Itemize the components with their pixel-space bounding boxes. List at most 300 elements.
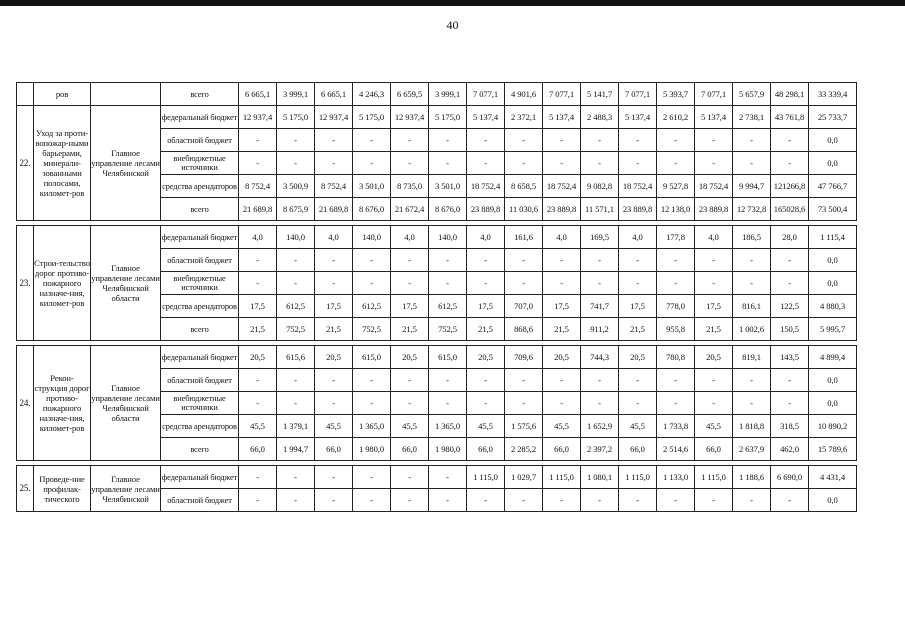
value-cell: 6 690,0: [771, 466, 809, 489]
value-cell: 45,5: [239, 415, 277, 438]
value-cell: -: [315, 129, 353, 152]
value-cell: 20,5: [467, 346, 505, 369]
value-cell: 9 994,7: [733, 175, 771, 198]
value-cell: 1 133,0: [657, 466, 695, 489]
funding-source: федеральный бюджет: [161, 106, 239, 129]
value-cell: -: [581, 152, 619, 175]
funding-source: всего: [161, 318, 239, 341]
value-cell: -: [581, 272, 619, 295]
value-cell: -: [315, 249, 353, 272]
value-cell: 4,0: [239, 226, 277, 249]
value-cell: -: [771, 249, 809, 272]
value-cell: -: [657, 249, 695, 272]
value-cell: -: [391, 489, 429, 512]
funding-source: внебюджетные источники: [161, 392, 239, 415]
value-cell: 17,5: [467, 295, 505, 318]
value-cell: 21,5: [315, 318, 353, 341]
value-cell: 8 658,5: [505, 175, 543, 198]
table-row: [17, 466, 857, 489]
value-cell: 21,5: [467, 318, 505, 341]
value-cell: 66,0: [467, 438, 505, 461]
value-cell: -: [429, 489, 467, 512]
value-cell: 0,0: [809, 272, 857, 295]
value-cell: 4 246,3: [353, 83, 391, 106]
value-cell: 21,5: [239, 318, 277, 341]
value-cell: 4,0: [543, 226, 581, 249]
value-cell: 17,5: [239, 295, 277, 318]
funding-source: всего: [161, 198, 239, 221]
value-cell: -: [391, 272, 429, 295]
value-cell: 1 379,1: [277, 415, 315, 438]
value-cell: 5 137,4: [619, 106, 657, 129]
value-cell: 28,0: [771, 226, 809, 249]
value-cell: 8 676,0: [353, 198, 391, 221]
row-number: 23.: [17, 226, 34, 341]
value-cell: 45,5: [619, 415, 657, 438]
value-cell: 8 676,0: [429, 198, 467, 221]
value-cell: 2 372,1: [505, 106, 543, 129]
value-cell: 12 937,4: [391, 106, 429, 129]
value-cell: 18 752,4: [543, 175, 581, 198]
value-cell: -: [505, 272, 543, 295]
value-cell: -: [429, 466, 467, 489]
value-cell: -: [581, 489, 619, 512]
value-cell: 11 030,6: [505, 198, 543, 221]
top-border: [0, 0, 905, 6]
value-cell: 143,5: [771, 346, 809, 369]
value-cell: 741,7: [581, 295, 619, 318]
value-cell: -: [657, 489, 695, 512]
value-cell: -: [543, 272, 581, 295]
value-cell: -: [543, 392, 581, 415]
value-cell: -: [239, 392, 277, 415]
value-cell: 66,0: [391, 438, 429, 461]
value-cell: 911,2: [581, 318, 619, 341]
value-cell: 612,5: [429, 295, 467, 318]
value-cell: 17,5: [619, 295, 657, 318]
value-cell: -: [429, 369, 467, 392]
value-cell: 4,0: [619, 226, 657, 249]
funding-source: федеральный бюджет: [161, 226, 239, 249]
value-cell: -: [467, 272, 505, 295]
value-cell: 6 665,1: [239, 83, 277, 106]
value-cell: 4,0: [391, 226, 429, 249]
value-cell: -: [619, 489, 657, 512]
value-cell: 122,5: [771, 295, 809, 318]
value-cell: 1 365,0: [353, 415, 391, 438]
value-cell: 709,6: [505, 346, 543, 369]
funding-source: областной бюджет: [161, 489, 239, 512]
value-cell: 1 980,0: [429, 438, 467, 461]
value-cell: -: [619, 272, 657, 295]
value-cell: -: [657, 129, 695, 152]
value-cell: 7 077,1: [543, 83, 581, 106]
value-cell: 20,5: [315, 346, 353, 369]
value-cell: 11 571,1: [581, 198, 619, 221]
funding-source: всего: [161, 83, 239, 106]
value-cell: 0,0: [809, 392, 857, 415]
funding-source: федеральный бюджет: [161, 466, 239, 489]
value-cell: 25 733,7: [809, 106, 857, 129]
value-cell: -: [581, 369, 619, 392]
value-cell: -: [353, 272, 391, 295]
value-cell: -: [619, 392, 657, 415]
value-cell: -: [581, 129, 619, 152]
value-cell: 165028,6: [771, 198, 809, 221]
value-cell: 47 766,7: [809, 175, 857, 198]
value-cell: -: [467, 392, 505, 415]
value-cell: 8 735,0: [391, 175, 429, 198]
funding-source: средства арендаторов: [161, 415, 239, 438]
value-cell: 23 889,8: [619, 198, 657, 221]
value-cell: -: [277, 392, 315, 415]
value-cell: -: [391, 129, 429, 152]
value-cell: 23 889,8: [467, 198, 505, 221]
value-cell: -: [353, 489, 391, 512]
value-cell: 169,5: [581, 226, 619, 249]
value-cell: 3 501,0: [429, 175, 467, 198]
value-cell: -: [733, 369, 771, 392]
value-cell: -: [771, 392, 809, 415]
value-cell: -: [505, 489, 543, 512]
value-cell: 5 137,4: [695, 106, 733, 129]
value-cell: 66,0: [239, 438, 277, 461]
value-cell: 161,6: [505, 226, 543, 249]
value-cell: -: [353, 249, 391, 272]
value-cell: -: [581, 392, 619, 415]
value-cell: -: [467, 129, 505, 152]
value-cell: 17,5: [695, 295, 733, 318]
funding-source: всего: [161, 438, 239, 461]
value-cell: 73 500,4: [809, 198, 857, 221]
value-cell: 5 175,0: [277, 106, 315, 129]
value-cell: -: [543, 369, 581, 392]
value-cell: 5 141,7: [581, 83, 619, 106]
value-cell: 816,1: [733, 295, 771, 318]
funding-source: областной бюджет: [161, 369, 239, 392]
value-cell: 10 890,2: [809, 415, 857, 438]
value-cell: 1 188,6: [733, 466, 771, 489]
table-row: [17, 83, 857, 106]
value-cell: 4,0: [695, 226, 733, 249]
value-cell: 5 393,7: [657, 83, 695, 106]
value-cell: 4 901,6: [505, 83, 543, 106]
value-cell: 2 397,2: [581, 438, 619, 461]
value-cell: 21 672,4: [391, 198, 429, 221]
value-cell: -: [429, 249, 467, 272]
value-cell: 18 752,4: [695, 175, 733, 198]
value-cell: -: [239, 152, 277, 175]
value-cell: 45,5: [543, 415, 581, 438]
value-cell: -: [391, 466, 429, 489]
value-cell: 4,0: [315, 226, 353, 249]
value-cell: 45,5: [391, 415, 429, 438]
value-cell: 7 077,1: [619, 83, 657, 106]
value-cell: -: [733, 272, 771, 295]
row-number: [17, 83, 34, 106]
value-cell: 3 999,1: [429, 83, 467, 106]
value-cell: 612,5: [277, 295, 315, 318]
value-cell: 6 659,5: [391, 83, 429, 106]
value-cell: -: [315, 392, 353, 415]
responsible-executor: Главное управление лесами Челябинской: [91, 466, 161, 512]
value-cell: 66,0: [315, 438, 353, 461]
value-cell: -: [391, 249, 429, 272]
value-cell: -: [315, 152, 353, 175]
value-cell: 20,5: [391, 346, 429, 369]
value-cell: 20,5: [619, 346, 657, 369]
value-cell: 8 675,9: [277, 198, 315, 221]
value-cell: 707,0: [505, 295, 543, 318]
value-cell: 1 980,0: [353, 438, 391, 461]
value-cell: -: [239, 466, 277, 489]
value-cell: -: [315, 489, 353, 512]
value-cell: -: [505, 152, 543, 175]
value-cell: 1 994,7: [277, 438, 315, 461]
value-cell: 48 298,1: [771, 83, 809, 106]
value-cell: 752,5: [277, 318, 315, 341]
value-cell: 4 899,4: [809, 346, 857, 369]
value-cell: 462,0: [771, 438, 809, 461]
value-cell: 23 889,8: [695, 198, 733, 221]
value-cell: 43 761,8: [771, 106, 809, 129]
value-cell: 778,0: [657, 295, 695, 318]
value-cell: 15 789,6: [809, 438, 857, 461]
funding-source: областной бюджет: [161, 129, 239, 152]
value-cell: 780,8: [657, 346, 695, 369]
value-cell: 17,5: [543, 295, 581, 318]
value-cell: -: [543, 249, 581, 272]
value-cell: 66,0: [619, 438, 657, 461]
funding-source: средства арендаторов: [161, 295, 239, 318]
value-cell: -: [695, 129, 733, 152]
value-cell: -: [429, 392, 467, 415]
value-cell: -: [619, 249, 657, 272]
value-cell: 3 501,0: [353, 175, 391, 198]
responsible-executor: [91, 83, 161, 106]
value-cell: 615,0: [353, 346, 391, 369]
value-cell: 4 431,4: [809, 466, 857, 489]
value-cell: -: [467, 489, 505, 512]
value-cell: -: [239, 369, 277, 392]
value-cell: 12 937,4: [239, 106, 277, 129]
value-cell: -: [695, 489, 733, 512]
value-cell: -: [429, 129, 467, 152]
value-cell: -: [581, 249, 619, 272]
value-cell: 6 665,1: [315, 83, 353, 106]
value-cell: 868,6: [505, 318, 543, 341]
value-cell: 5 995,7: [809, 318, 857, 341]
value-cell: -: [505, 129, 543, 152]
value-cell: 21,5: [543, 318, 581, 341]
value-cell: -: [277, 129, 315, 152]
value-cell: 12 138,0: [657, 198, 695, 221]
table-row: [17, 106, 857, 129]
responsible-executor: Главное управление лесами Челябинской области: [91, 226, 161, 341]
value-cell: 5 175,0: [353, 106, 391, 129]
value-cell: -: [733, 152, 771, 175]
table-row: [17, 346, 857, 369]
value-cell: 7 077,1: [695, 83, 733, 106]
value-cell: 4 880,3: [809, 295, 857, 318]
value-cell: 45,5: [695, 415, 733, 438]
value-cell: 140,0: [429, 226, 467, 249]
value-cell: -: [695, 272, 733, 295]
value-cell: -: [277, 272, 315, 295]
funding-source: внебюджетные источники: [161, 272, 239, 295]
value-cell: -: [657, 152, 695, 175]
value-cell: -: [353, 466, 391, 489]
value-cell: 140,0: [277, 226, 315, 249]
value-cell: -: [543, 152, 581, 175]
row-number: 22.: [17, 106, 34, 221]
value-cell: 2 610,2: [657, 106, 695, 129]
value-cell: -: [733, 249, 771, 272]
value-cell: 150,5: [771, 318, 809, 341]
page-number: 40: [446, 18, 459, 32]
value-cell: -: [543, 129, 581, 152]
value-cell: 21,5: [619, 318, 657, 341]
value-cell: -: [277, 489, 315, 512]
value-cell: -: [695, 152, 733, 175]
value-cell: -: [239, 272, 277, 295]
value-cell: -: [619, 152, 657, 175]
value-cell: 2 285,2: [505, 438, 543, 461]
value-cell: 9 082,8: [581, 175, 619, 198]
value-cell: 612,5: [353, 295, 391, 318]
value-cell: 21,5: [695, 318, 733, 341]
value-cell: -: [277, 369, 315, 392]
activity-name: Рекон-струкция дорог противо-пожарного назначе-ния, километ-ров: [34, 346, 91, 461]
funding-source: средства арендаторов: [161, 175, 239, 198]
value-cell: -: [239, 249, 277, 272]
value-cell: -: [353, 392, 391, 415]
value-cell: 8 752,4: [239, 175, 277, 198]
value-cell: -: [239, 129, 277, 152]
value-cell: 186,5: [733, 226, 771, 249]
row-number: 24.: [17, 346, 34, 461]
value-cell: 1 115,0: [695, 466, 733, 489]
responsible-executor: Главное управление лесами Челябинской области: [91, 346, 161, 461]
value-cell: 5 137,4: [543, 106, 581, 129]
value-cell: -: [467, 152, 505, 175]
value-cell: 1 002,6: [733, 318, 771, 341]
value-cell: -: [695, 369, 733, 392]
value-cell: 5 657,9: [733, 83, 771, 106]
value-cell: -: [315, 369, 353, 392]
funding-source: федеральный бюджет: [161, 346, 239, 369]
value-cell: 1 115,0: [543, 466, 581, 489]
activity-name: Уход за проти-вопожар-ными барьерами, минерали-зованными полосами, километ-ров: [34, 106, 91, 221]
value-cell: 21 689,8: [315, 198, 353, 221]
value-cell: 20,5: [543, 346, 581, 369]
value-cell: 1 652,9: [581, 415, 619, 438]
value-cell: 12 937,4: [315, 106, 353, 129]
value-cell: 2 488,3: [581, 106, 619, 129]
value-cell: 23 889,8: [543, 198, 581, 221]
value-cell: -: [657, 369, 695, 392]
value-cell: 121266,8: [771, 175, 809, 198]
activity-name: Строи-тельство дорог противо-пожарного назначе-ния, километ-ров: [34, 226, 91, 341]
value-cell: -: [505, 392, 543, 415]
funding-source: внебюджетные источники: [161, 152, 239, 175]
value-cell: 0,0: [809, 489, 857, 512]
value-cell: 5 175,0: [429, 106, 467, 129]
value-cell: 615,6: [277, 346, 315, 369]
value-cell: 819,1: [733, 346, 771, 369]
value-cell: -: [429, 152, 467, 175]
value-cell: 17,5: [315, 295, 353, 318]
value-cell: 0,0: [809, 129, 857, 152]
value-cell: -: [429, 272, 467, 295]
value-cell: 1 733,8: [657, 415, 695, 438]
value-cell: -: [277, 152, 315, 175]
value-cell: -: [467, 369, 505, 392]
value-cell: 8 752,4: [315, 175, 353, 198]
value-cell: 1 575,6: [505, 415, 543, 438]
value-cell: 21 689,8: [239, 198, 277, 221]
program-table: [16, 82, 857, 512]
value-cell: 12 732,8: [733, 198, 771, 221]
value-cell: -: [315, 466, 353, 489]
value-cell: -: [695, 392, 733, 415]
value-cell: -: [771, 152, 809, 175]
value-cell: 45,5: [315, 415, 353, 438]
value-cell: -: [619, 129, 657, 152]
value-cell: -: [277, 249, 315, 272]
value-cell: 0,0: [809, 369, 857, 392]
value-cell: -: [771, 129, 809, 152]
value-cell: 0,0: [809, 249, 857, 272]
table-row: [17, 226, 857, 249]
value-cell: 9 527,8: [657, 175, 695, 198]
value-cell: 33 339,4: [809, 83, 857, 106]
value-cell: 45,5: [467, 415, 505, 438]
value-cell: 0,0: [809, 152, 857, 175]
responsible-executor: Главное управление лесами Челябинской: [91, 106, 161, 221]
value-cell: -: [353, 129, 391, 152]
value-cell: 1 029,7: [505, 466, 543, 489]
value-cell: 17,5: [391, 295, 429, 318]
value-cell: 7 077,1: [467, 83, 505, 106]
value-cell: -: [505, 249, 543, 272]
value-cell: -: [391, 369, 429, 392]
value-cell: -: [657, 272, 695, 295]
activity-name: ров: [34, 83, 91, 106]
value-cell: -: [505, 369, 543, 392]
value-cell: 66,0: [543, 438, 581, 461]
value-cell: 66,0: [695, 438, 733, 461]
value-cell: 1 115,0: [619, 466, 657, 489]
value-cell: 752,5: [353, 318, 391, 341]
value-cell: 20,5: [695, 346, 733, 369]
value-cell: -: [391, 392, 429, 415]
value-cell: 752,5: [429, 318, 467, 341]
value-cell: -: [543, 489, 581, 512]
activity-name: Проведе-ние профилак-тического: [34, 466, 91, 512]
funding-source: областной бюджет: [161, 249, 239, 272]
value-cell: -: [353, 369, 391, 392]
value-cell: 318,5: [771, 415, 809, 438]
value-cell: 1 115,0: [467, 466, 505, 489]
row-number: 25.: [17, 466, 34, 512]
value-cell: 955,8: [657, 318, 695, 341]
value-cell: -: [391, 152, 429, 175]
value-cell: 1 115,4: [809, 226, 857, 249]
value-cell: -: [353, 152, 391, 175]
value-cell: 1 818,8: [733, 415, 771, 438]
value-cell: -: [771, 272, 809, 295]
